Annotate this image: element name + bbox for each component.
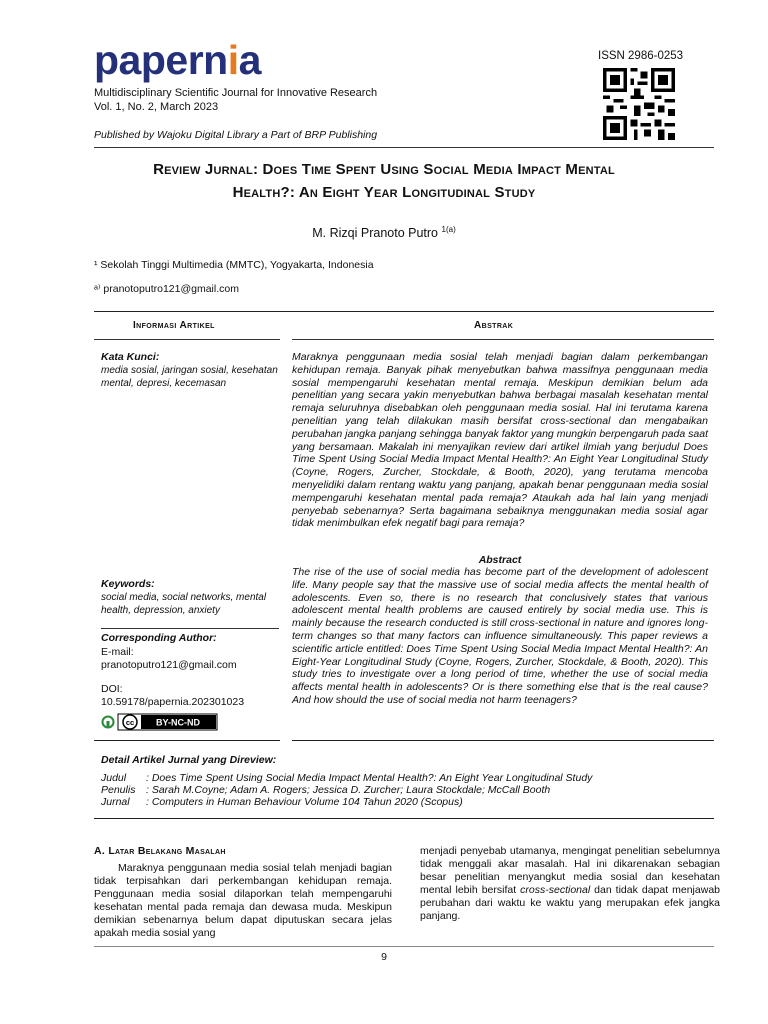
keywords-label: Keywords:: [101, 578, 155, 590]
body-paragraph-left: Maraknya penggunaan media sosial telah menjadi bagian tidak terpisahkan dari perkembangan kehidupan remaja. Penggunaan media sosial dilaporkan telah mempengaruhi kesehatan mental pada remaja dan dewasa muda. Meskipun demikian sebenarnya belum dapat diputuskan secara jelas apakah media sosial yang: [94, 862, 392, 939]
body-text-end: dan tidak dapat menjawab perubahan dari waktu ke waktu yang merupakan efek jangka panjang.: [420, 884, 720, 922]
qr-code-icon: [602, 68, 676, 140]
detail-row-jurnal: [101, 796, 463, 808]
detail-key: Judul: [101, 772, 127, 784]
kata-kunci-values: media sosial, jaringan sosial, kesehatan mental, depresi, kecemasan: [101, 365, 278, 389]
detail-key: Jurnal: [101, 796, 130, 808]
abstrak-text: Maraknya penggunaan media sosial telah menjadi bagian dalam perkembangan kehidupan remaja. Banyak pihak menyebutkan bahwa massifnya penggunaan media sosial mempengaruhi kesehatan mental remaja. Meskipun demikian belum ada penelitian yang secara yakin menyebutkan bahwa berbagai masalah kesehatan mental remaja seluruhnya disebabkan oleh penggunaan media sosial. Hal ini terutama karena penelitian yang telah dilakukan masih bersifat cross-sectional dan mengabaikan perubahan jangka panjang sehingga banyak faktor yang mungkin berpengaruh pada saat yang bersamaan. Makalah ini menyajikan review dari artikel ilmiah yang berjudul Does Time Spent Using Social Media Impact Mental Health?: An Eight Year Longitudinal Study (Coyne, Rogers, Zurcher, Stockdale, & Booth, 2020), yang terutama mencoba menyelidiki dalam rentang waktu yang panjang, apakah benar penggunaan media sosial mempengaruhi kesehatan mental pada remaja? Ataukah ada hal lain yang menjadi penyebab sebenarnya? Serta bagaimana sebaiknya menggunakan media sosial agar tidak menimbulkan efek negatif bagi para remaja?: [292, 351, 708, 530]
abstract-column-heading: Abstrak: [474, 320, 514, 331]
detail-value: : Does Time Spent Using Social Media Impact Mental Health?: An Eight Year Longitudinal Study: [146, 772, 593, 784]
publisher-line: Published by Wajoku Digital Library a Part of BRP Publishing: [94, 129, 378, 141]
corresponding-rule: [101, 628, 279, 629]
detail-row-judul: [101, 772, 592, 784]
logo-text: papern: [94, 37, 228, 83]
cc-license-badge[interactable]: [101, 713, 219, 736]
author-email: ᵃ⁾ pranotoputro121@gmail.com: [94, 283, 239, 295]
journal-logo: [94, 37, 261, 83]
info-header-rule: [94, 339, 280, 340]
section-heading: A. Latar Belakang Masalah: [94, 845, 226, 857]
issn: ISSN 2986-0253: [598, 50, 684, 62]
abstract-heading: Abstract: [478, 554, 522, 566]
abstract-header-rule: [292, 339, 714, 340]
body-emphasis: cross-sectional: [520, 884, 591, 896]
license-badge-text: BY-NC-ND: [156, 717, 200, 728]
detail-bottom-rule: [94, 818, 714, 819]
svg-text:cc: cc: [125, 718, 135, 727]
detail-row-penulis: [101, 784, 550, 796]
detail-value: : Computers in Human Behaviour Volume 104 Tahun 2020 (Scopus): [146, 796, 463, 808]
kata-kunci-label: Kata Kunci:: [101, 351, 160, 363]
author-superscript: 1(a): [441, 225, 456, 234]
keywords-values: social media, social networks, mental health, depression, anxiety: [101, 592, 267, 616]
logo-accent-letter: i: [227, 37, 239, 83]
article-title: [60, 158, 708, 204]
box-top-rule: [94, 311, 714, 312]
info-bottom-rule: [94, 740, 280, 741]
abstract-text: The rise of the use of social media has become part of the development of adolescent life. Many people say that the massive use of social media affects the mental health of adolescents. Even so, there is no research that conclusively states that various adolescent mental health problems are caused entirely by social media use. This is mainly because the research conducted is still cross-sectional in nature and ignores long-term changes so that many factors can influence simultaneously. This paper reviews a scientific article entitled: Does Time Spent Using Social Media Impact Mental Health?: An Eight-Year Longitudinal Study (Coyne, Rogers, Zurcher, Stockdale, & Booth, 2020). This study tries to investigate over a long period of time, whether the use of social media affects mental health in adolescents? Or is there something else that is the real cause? And how should the use of social media not harm teenagers?: [292, 566, 708, 706]
corresponding-email[interactable]: pranotoputro121@gmail.com: [101, 659, 237, 671]
doi-value[interactable]: 10.59178/papernia.202301023: [101, 696, 245, 708]
keywords-block: [101, 578, 279, 617]
abstract-bottom-rule: [292, 740, 714, 741]
email-label: E-mail:: [101, 645, 134, 658]
detail-heading: Detail Artikel Jurnal yang Direview:: [101, 754, 277, 766]
page-number: 9: [381, 951, 387, 963]
header-divider: [94, 147, 714, 148]
journal-name: Multidisciplinary Scientific Journal for Innovative Research: [94, 87, 378, 99]
journal-volume: Vol. 1, No. 2, March 2023: [94, 101, 219, 113]
affiliation: ¹ Sekolah Tinggi Multimedia (MMTC), Yogyakarta, Indonesia: [94, 259, 374, 271]
body-paragraph-right: [420, 845, 720, 923]
title-line-2: Health?: An Eight Year Longitudinal Study: [232, 184, 536, 201]
detail-key: Penulis: [101, 784, 136, 796]
logo-text-end: a: [238, 37, 261, 83]
detail-value: : Sarah M.Coyne; Adam A. Rogers; Jessica D. Zurcher; Laura Stockdale; McCall Booth: [146, 784, 551, 796]
corresponding-label: Corresponding Author:: [101, 632, 217, 644]
cc-license-icon: [101, 713, 219, 731]
body-text: menjadi penyebab utamanya, mengingat penelitian sebelumnya tidak menggali akar masalah. Hal ini dikarenakan sebagian besar penelitian menyangkut media sosial dan kesehatan mental lebih bersifat: [420, 845, 720, 896]
author-line: [0, 225, 768, 240]
doi-label: DOI:: [101, 682, 123, 695]
info-column-heading: Informasi Artikel: [133, 320, 215, 331]
kata-kunci-block: [101, 351, 279, 390]
journal-info: [94, 86, 377, 114]
title-line-1: Review Jurnal: Does Time Spent Using Social Media Impact Mental: [153, 161, 615, 178]
author-name: M. Rizqi Pranoto Putro: [312, 226, 439, 241]
footer-rule: [94, 946, 714, 947]
corresponding-block: [101, 632, 279, 710]
